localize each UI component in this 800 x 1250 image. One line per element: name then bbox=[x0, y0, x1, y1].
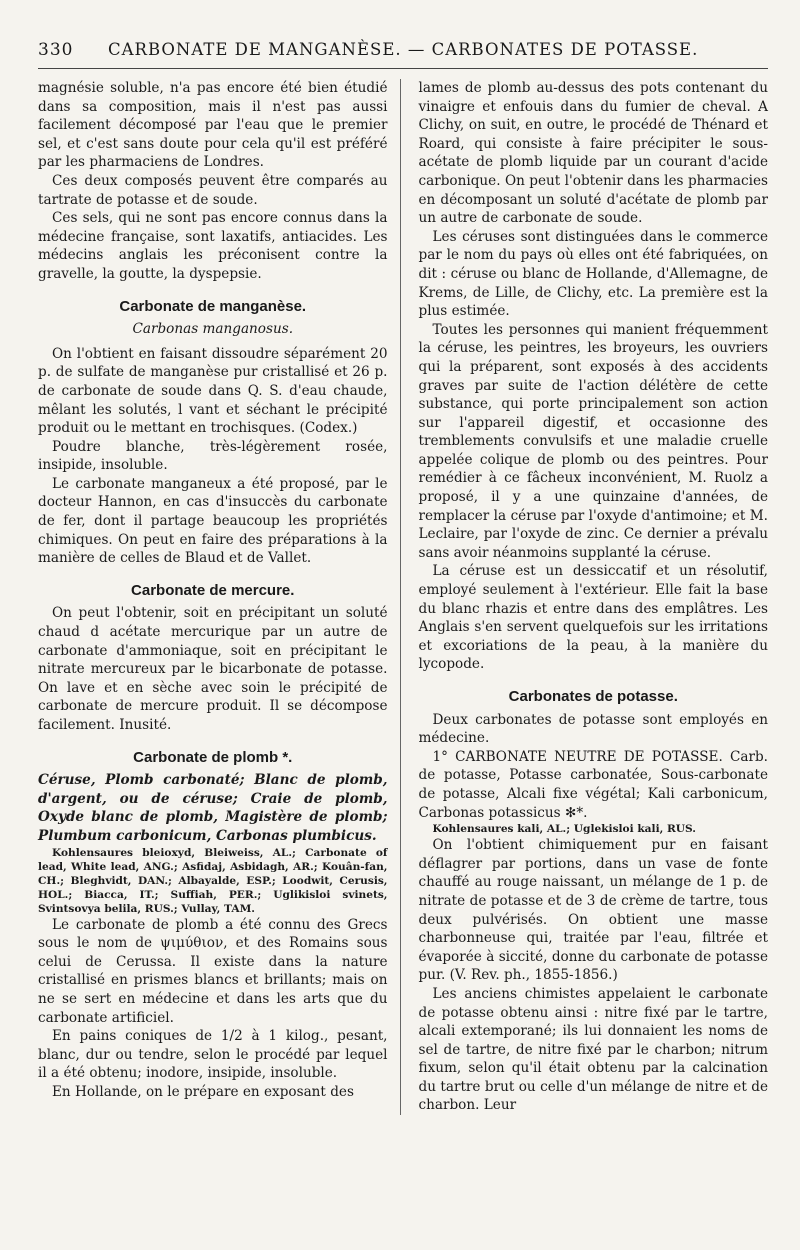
paragraph: lames de plomb au-dessus des pots contenant du vinaigre et enfouis dans du fumier de cheval. A Clichy, on suit, en outre, le procédé de Thénard et Roard, qui consiste à faire précipiter le sous-acétate de plomb liquide par un courant d'acide carbonique. On peut l'obtenir dans les pharmacies en décomposant un soluté d'acétate de plomb par un autre de carbonate de soude. bbox=[418, 80, 768, 227]
section-subtitle-manganese: Carbonas manganosus. bbox=[132, 321, 294, 338]
foreign-names: Kohlensaures bleioxyd, Bleiweiss, AL.; Carbonate of lead, White lead, ANG.; Asfidaj, Asbidagh, AR.; Kouân-fan, CH.; Bleghvidt, DAN.; Albayalde, ESP.; Loodwit, Cerusis, HOL.; Biacca, IT.; Suffiah, PER.; Uglikisloi svinets, Svintsovya belila, RUS.; Vullay, TAM. bbox=[38, 846, 388, 915]
columns bbox=[38, 79, 768, 1115]
paragraph: On peut l'obtenir, soit en précipitant un soluté chaud d acétate mercurique par un autre de carbonate d'ammoniaque, soit en précipitant le nitrate mercureux par le bicarbonate de potasse. On lave et en sèche avec soin le précipité de carbonate de mercure produit. Il se décompose facilement. Inusité. bbox=[38, 605, 388, 733]
right-column bbox=[419, 79, 769, 1115]
section-title-plomb: Carbonate de plomb *. bbox=[133, 748, 293, 766]
paragraph: Le carbonate manganeux a été proposé, par le docteur Hannon, en cas d'insuccès du carbonate de fer, dont il partage beaucoup les propriétés chimiques. On peut en faire des préparations à la manière de celles de Blaud et de Vallet. bbox=[38, 475, 388, 567]
synonyms: Céruse, Plomb carbonaté; Blanc de plomb, d'argent, ou de céruse; Craie de plomb, Oxyde blanc de plomb, Magistère de plomb; Plumbum carbonicum, Carbonas plumbicus. bbox=[38, 772, 388, 844]
paragraph: magnésie soluble, n'a pas encore été bien étudié dans sa composition, mais il n'est pas aussi facilement décomposé par l'eau que le premier sel, et c'est sans doute pour cela qu'il est préféré par les pharmaciens de Londres. bbox=[38, 80, 388, 171]
running-title: CARBONATE DE MANGANÈSE. — CARBONATES DE POTASSE. bbox=[108, 40, 699, 59]
left-column bbox=[38, 79, 401, 1115]
paragraph: Le carbonate de plomb a été connu des Grecs sous le nom de ψιμύθιον, et des Romains sous celui de Cerussa. Il existe dans la nature cristallisé en prismes blancs et brillants; mais on ne se sert en médecine et dans les arts que du carbonate artificiel. bbox=[38, 916, 388, 1026]
paragraph: En pains coniques de 1/2 à 1 kilog., pesant, blanc, dur ou tendre, selon le procédé par lequel il a été obtenu; inodore, insipide, insoluble. bbox=[38, 1028, 388, 1082]
paragraph: Les céruses sont distinguées dans le commerce par le nom du pays où elles ont été fabriquées, on dit : céruse ou blanc de Hollande, d'Allemagne, de Krems, de Lille, de Clichy, etc. La première est la plus estimée. bbox=[418, 228, 768, 320]
paragraph: Toutes les personnes qui manient fréquemment la céruse, les peintres, les broyeurs, les ouvriers qui la préparent, sont exposés à des accidents graves par suite de l'action délétère de cette substance, qui porte principalement son action sur l'appareil digestif, et occasionne des tremblements convulsifs et une maladie cruelle appelée colique de plomb ou des peintres. Pour remédier à ce fâcheux inconvénient, M. Ruolz a proposé, il y a une quinzaine d'années, de remplacer la céruse par l'oxyde d'antimoine; et M. Leclaire, par l'oxyde de zinc. Ce dernier a prévalu sans avoir néanmoins supplanté la céruse. bbox=[418, 321, 768, 561]
section-title-manganese: Carbonate de manganèse. bbox=[119, 297, 307, 315]
section-title-potasse: Carbonates de potasse. bbox=[508, 688, 678, 705]
page-number: 330 bbox=[38, 40, 74, 60]
paragraph: On l'obtient en faisant dissoudre séparément 20 p. de sulfate de manganèse pur cristallisé et 26 p. de carbonate de soude dans Q. S. d'eau chaude, mêlant les solutés, l vant et séchant le précipité produit ou le mettant en trochisques. (Codex.) bbox=[38, 345, 388, 437]
paragraph: Poudre blanche, très-légèrement rosée, insipide, insoluble. bbox=[38, 438, 388, 474]
paragraph: Les anciens chimistes appelaient le carbonate de potasse obtenu ainsi : nitre fixé par le tartre, alcali extemporané; ils lui donnaient les noms de sel de tartre, de nitre fixé par le charbon; nitrum fixum, selon qu'il était obtenu par la calcination du tartre brut ou celle d'un mélange de nitre et de charbon. Leur bbox=[418, 985, 768, 1114]
paragraph: Ces deux composés peuvent être comparés au tartrate de potasse et de soude. bbox=[38, 172, 388, 208]
paragraph: La céruse est un dessiccatif et un résolutif, employé seulement à l'extérieur. Elle fait la base du blanc rhazis et entre dans des emplâtres. Les Anglais s'en servent quelquefois sur les irritations et excoriations de la peau, à la manière du lycopode. bbox=[418, 563, 768, 673]
running-head bbox=[38, 40, 768, 69]
section-title-mercure: Carbonate de mercure. bbox=[131, 581, 295, 599]
page bbox=[38, 40, 768, 1115]
paragraph: 1° CARBONATE NEUTRE DE POTASSE. Carb. de potasse, Potasse carbonatée, Sous-carbonate de potasse, Alcali fixe végétal; Kali carbonicum, Carbonas potassicus ✻*. bbox=[418, 748, 768, 821]
paragraph: Deux carbonates de potasse sont employés en médecine. bbox=[418, 711, 768, 747]
paragraph: Ces sels, qui ne sont pas encore connus dans la médecine française, sont laxatifs, antiacides. Les médecins anglais les préconisent contre la gravelle, la goutte, la dyspepsie. bbox=[38, 210, 388, 282]
foreign-names: Kohlensaures kali, AL.; Uglekisloi kali, RUS. bbox=[432, 823, 696, 836]
paragraph: En Hollande, on le prépare en exposant des bbox=[52, 1083, 354, 1100]
paragraph: On l'obtient chimiquement pur en faisant déflagrer par portions, dans un vase de fonte chauffé au rouge naissant, un mélange de 1 p. de nitrate de potasse et de 3 de crème de tartre, tous deux pulvérisés. On obtient une masse charbonneuse qui, traitée par l'eau, filtrée et évaporée à siccité, donne du carbonate de potasse pur. (V. Rev. ph., 1855-1856.) bbox=[418, 837, 768, 984]
